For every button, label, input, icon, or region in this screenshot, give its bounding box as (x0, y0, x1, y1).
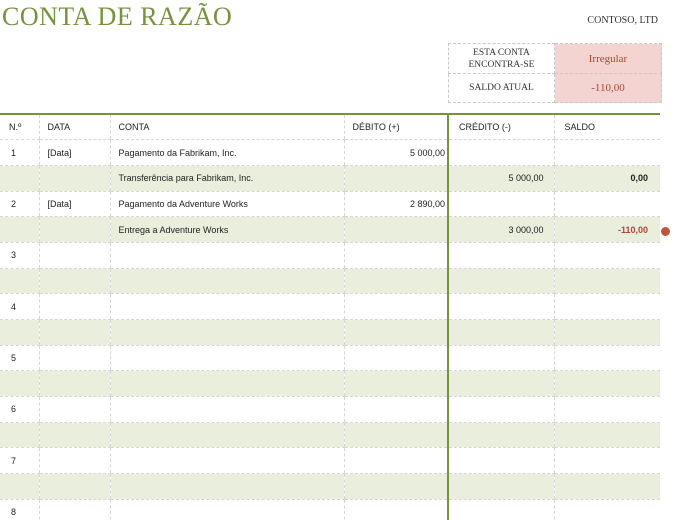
balance-cell[interactable] (554, 397, 660, 423)
debit-cell[interactable] (344, 217, 448, 243)
account-cell[interactable] (110, 371, 344, 397)
entry-number-cell[interactable] (0, 320, 39, 346)
account-cell[interactable] (110, 294, 344, 320)
date-cell[interactable] (39, 371, 110, 397)
entry-number-cell[interactable]: 4 (0, 294, 39, 320)
entry-number-cell[interactable] (0, 474, 39, 500)
account-cell[interactable] (110, 397, 344, 423)
company-name: CONTOSO, LTD (587, 15, 658, 26)
entry-number-cell[interactable] (0, 217, 39, 243)
date-cell[interactable] (39, 268, 110, 294)
entry-number-cell[interactable] (0, 165, 39, 191)
date-cell[interactable] (39, 345, 110, 371)
account-cell[interactable]: Pagamento da Fabrikam, Inc. (110, 140, 344, 166)
balance-cell[interactable] (554, 345, 660, 371)
date-cell[interactable] (39, 242, 110, 268)
table-row (0, 294, 660, 320)
table-row (0, 499, 660, 520)
entry-number-cell[interactable]: 2 (0, 191, 39, 217)
entry-number-cell[interactable]: 1 (0, 140, 39, 166)
ledger-header-row (0, 114, 660, 140)
date-cell[interactable] (39, 422, 110, 448)
balance-cell[interactable] (554, 294, 660, 320)
balance-cell[interactable] (554, 320, 660, 346)
debit-cell[interactable]: 5 000,00 (344, 140, 448, 166)
column-header-account[interactable]: CONTA (110, 114, 344, 140)
table-row (0, 268, 660, 294)
table-row (0, 320, 660, 346)
account-cell[interactable] (110, 499, 344, 520)
credit-cell[interactable] (448, 474, 554, 500)
debit-cell[interactable] (344, 242, 448, 268)
account-cell[interactable] (110, 474, 344, 500)
credit-cell[interactable] (448, 397, 554, 423)
account-cell[interactable] (110, 422, 344, 448)
debit-cell[interactable] (344, 397, 448, 423)
debit-cell[interactable]: 2 890,00 (344, 191, 448, 217)
table-row (0, 140, 660, 166)
page-title: CONTA DE RAZÃO (2, 2, 233, 31)
credit-cell[interactable] (448, 294, 554, 320)
current-balance-label: SALDO ATUAL (449, 74, 555, 103)
credit-cell[interactable] (448, 140, 554, 166)
column-header-date[interactable]: DATA (39, 114, 110, 140)
balance-cell[interactable] (554, 422, 660, 448)
account-cell[interactable]: Transferência para Fabrikam, Inc. (110, 165, 344, 191)
error-indicator-dot (661, 227, 670, 236)
credit-cell[interactable] (448, 371, 554, 397)
table-row (0, 474, 660, 500)
account-state-label: ESTA CONTA ENCONTRA-SE (449, 44, 555, 74)
account-cell[interactable] (110, 320, 344, 346)
entry-number-cell[interactable] (0, 371, 39, 397)
date-cell[interactable] (39, 294, 110, 320)
debit-cell[interactable] (344, 268, 448, 294)
table-row (0, 422, 660, 448)
credit-cell[interactable] (448, 499, 554, 520)
balance-cell[interactable] (554, 499, 660, 520)
debit-cell[interactable] (344, 448, 448, 474)
credit-cell[interactable] (448, 191, 554, 217)
column-header-credit[interactable]: CRÉDITO (-) (448, 114, 554, 140)
current-balance-value[interactable]: -110,00 (555, 74, 662, 103)
date-cell[interactable] (39, 217, 110, 243)
balance-cell[interactable] (554, 140, 660, 166)
balance-cell[interactable]: 0,00 (554, 165, 660, 191)
table-row (0, 217, 660, 243)
account-cell[interactable]: Pagamento da Adventure Works (110, 191, 344, 217)
table-row (0, 191, 660, 217)
entry-number-cell[interactable]: 3 (0, 242, 39, 268)
debit-cell[interactable] (344, 422, 448, 448)
date-cell[interactable] (39, 320, 110, 346)
entry-number-cell[interactable]: 8 (0, 499, 39, 520)
table-row (0, 397, 660, 423)
column-header-balance[interactable]: SALDO (554, 114, 660, 140)
account-status-box (448, 43, 662, 103)
balance-cell[interactable] (554, 371, 660, 397)
debit-cell[interactable] (344, 294, 448, 320)
table-row (0, 448, 660, 474)
debit-cell[interactable] (344, 165, 448, 191)
credit-cell[interactable] (448, 345, 554, 371)
credit-cell[interactable] (448, 448, 554, 474)
date-cell[interactable] (39, 448, 110, 474)
balance-cell[interactable] (554, 268, 660, 294)
balance-cell[interactable] (554, 191, 660, 217)
balance-cell[interactable]: -110,00 (554, 217, 660, 243)
balance-cell[interactable] (554, 242, 660, 268)
date-cell[interactable]: [Data] (39, 191, 110, 217)
table-row (0, 165, 660, 191)
credit-cell[interactable]: 3 000,00 (448, 217, 554, 243)
date-cell[interactable] (39, 165, 110, 191)
date-cell[interactable] (39, 474, 110, 500)
column-header-num[interactable]: N.º (0, 114, 39, 140)
account-cell[interactable] (110, 268, 344, 294)
debit-cell[interactable] (344, 345, 448, 371)
balance-cell[interactable] (554, 474, 660, 500)
credit-cell[interactable] (448, 242, 554, 268)
entry-number-cell[interactable]: 5 (0, 345, 39, 371)
entry-number-cell[interactable]: 7 (0, 448, 39, 474)
debit-cell[interactable] (344, 474, 448, 500)
ledger-table (0, 113, 660, 520)
table-row (0, 371, 660, 397)
entry-number-cell[interactable]: 6 (0, 397, 39, 423)
table-row (0, 242, 660, 268)
account-cell[interactable] (110, 448, 344, 474)
column-header-debit[interactable]: DÉBITO (+) (344, 114, 448, 140)
account-cell[interactable] (110, 242, 344, 268)
credit-cell[interactable] (448, 422, 554, 448)
account-cell[interactable]: Entrega a Adventure Works (110, 217, 344, 243)
entry-number-cell[interactable] (0, 422, 39, 448)
credit-cell[interactable] (448, 320, 554, 346)
account-state-value[interactable]: Irregular (555, 44, 662, 74)
date-cell[interactable] (39, 499, 110, 520)
entry-number-cell[interactable] (0, 268, 39, 294)
date-cell[interactable]: [Data] (39, 140, 110, 166)
balance-cell[interactable] (554, 448, 660, 474)
date-cell[interactable] (39, 397, 110, 423)
debit-cell[interactable] (344, 371, 448, 397)
account-cell[interactable] (110, 345, 344, 371)
debit-cell[interactable] (344, 320, 448, 346)
debit-cell[interactable] (344, 499, 448, 520)
credit-cell[interactable]: 5 000,00 (448, 165, 554, 191)
table-row (0, 345, 660, 371)
credit-cell[interactable] (448, 268, 554, 294)
